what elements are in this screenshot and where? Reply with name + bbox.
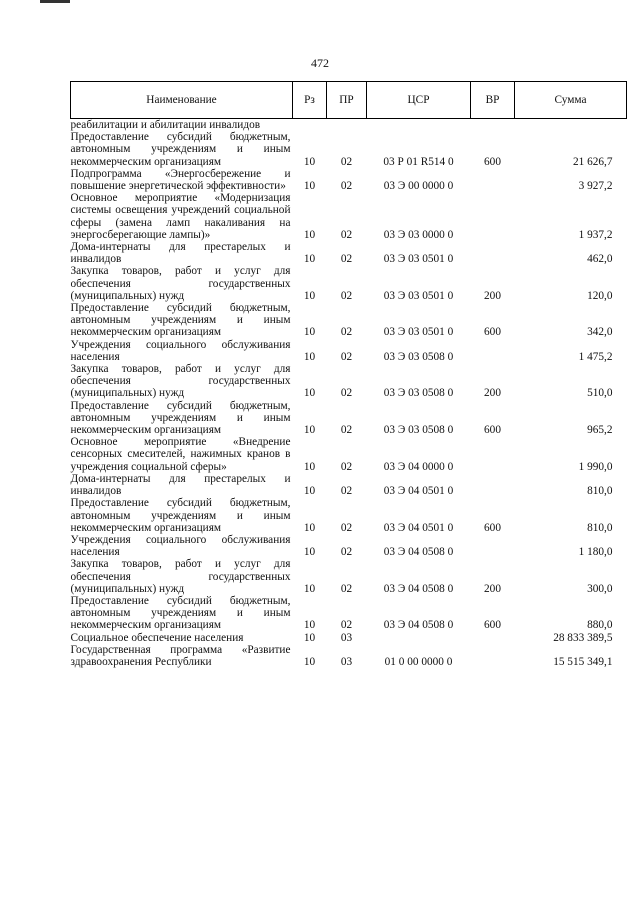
table-row bbox=[71, 131, 627, 168]
table-row bbox=[71, 168, 627, 192]
cell-pr: 02 bbox=[340, 424, 353, 437]
cell-vr: 600 bbox=[484, 619, 501, 632]
cell-name: Основное мероприятие «Внедрение сенсорных смесителей, нажимных кранов в учреждения социальной сферы» bbox=[70, 436, 291, 473]
cell-vr bbox=[471, 192, 515, 241]
cell-csr: 03 Э 03 0508 0 bbox=[383, 350, 454, 363]
cell-rz: 10 bbox=[303, 387, 316, 400]
cell-name: Предоставление субсидий бюджетным, автономным учреждениям и иным некоммерческим организациям bbox=[70, 399, 291, 437]
cell-pr: 02 bbox=[340, 582, 353, 595]
cell-sum: 1 475,2 bbox=[578, 350, 613, 363]
cell-csr: 03 Э 04 0508 0 bbox=[383, 582, 454, 595]
table-row bbox=[71, 339, 627, 363]
cell-csr: 03 Э 04 0501 0 bbox=[383, 485, 454, 498]
cell-sum: 1 937,2 bbox=[578, 228, 613, 241]
header-name: Наименование bbox=[71, 82, 293, 119]
cell-name: Подпрограмма «Энергосбережение и повышение энергетической эффективности» bbox=[70, 167, 291, 193]
cell-vr: 600 bbox=[484, 424, 501, 437]
scan-corner-mark bbox=[40, 0, 70, 3]
cell-name: Учреждения социального обслуживания населения bbox=[70, 533, 291, 559]
page-number: 472 bbox=[311, 56, 329, 70]
table-body bbox=[71, 119, 627, 669]
cell-csr: 03 Р 01 R514 0 bbox=[383, 155, 454, 168]
cell-pr: 02 bbox=[340, 350, 353, 363]
cell-name: Государственная программа «Развитие здравоохранения Республики bbox=[70, 643, 291, 668]
table-row bbox=[71, 302, 627, 339]
cell-sum: 810,0 bbox=[587, 521, 613, 534]
cell-rz: 10 bbox=[303, 546, 316, 559]
cell-vr: 600 bbox=[484, 521, 501, 534]
cell-name: Предоставление субсидий бюджетным, автономным учреждениям и иным некоммерческим организациям bbox=[70, 594, 291, 632]
cell-sum: 300,0 bbox=[587, 582, 613, 595]
cell-pr: 02 bbox=[340, 326, 353, 339]
table-row bbox=[71, 473, 627, 497]
cell-pr: 02 bbox=[340, 521, 353, 534]
cell-csr: 03 Э 03 0000 0 bbox=[383, 228, 454, 241]
cell-csr: 03 Э 04 0000 0 bbox=[383, 460, 454, 473]
header-pr: ПР bbox=[327, 82, 367, 119]
cell-rz: 10 bbox=[303, 619, 316, 632]
cell-name: Закупка товаров, работ и услуг для обеспечения государственных (муниципальных) нужд bbox=[70, 265, 291, 302]
cell-vr bbox=[471, 168, 515, 192]
table-row bbox=[71, 363, 627, 400]
cell-csr: 03 Э 03 0508 0 bbox=[383, 424, 454, 437]
cell-vr: 200 bbox=[484, 387, 501, 400]
cell-rz: 10 bbox=[303, 326, 316, 339]
table-row bbox=[71, 265, 627, 302]
cell-name: реабилитации и абилитации инвалидов bbox=[70, 119, 261, 131]
cell-name: Предоставление субсидий бюджетным, автономным учреждениям и иным некоммерческим организациям bbox=[70, 302, 291, 339]
cell-vr: 200 bbox=[484, 289, 501, 302]
cell-csr bbox=[367, 119, 471, 132]
cell-pr: 02 bbox=[340, 253, 353, 266]
cell-csr: 01 0 00 0000 0 bbox=[384, 655, 453, 668]
cell-vr bbox=[471, 473, 515, 497]
table-row bbox=[71, 595, 627, 632]
cell-vr bbox=[471, 119, 515, 132]
cell-vr: 600 bbox=[484, 326, 501, 339]
cell-sum: 1 180,0 bbox=[578, 546, 613, 559]
table-row bbox=[71, 632, 627, 644]
cell-csr bbox=[367, 632, 471, 644]
cell-pr: 02 bbox=[340, 546, 353, 559]
cell-name: Основное мероприятие «Модернизация системы освещения учреждений социальной сферы (замена ламп накаливания на энергосберегающие лампы)» bbox=[70, 192, 291, 241]
cell-name: Закупка товаров, работ и услуг для обеспечения государственных (муниципальных) нужд bbox=[70, 363, 291, 400]
table-row bbox=[71, 192, 627, 241]
cell-pr bbox=[327, 119, 367, 132]
cell-pr: 03 bbox=[340, 655, 353, 668]
table-row bbox=[71, 558, 627, 595]
header-sum: Сумма bbox=[515, 82, 627, 119]
cell-name: Учреждения социального обслуживания населения bbox=[70, 338, 291, 363]
table-row bbox=[71, 644, 627, 668]
cell-rz bbox=[293, 119, 327, 132]
cell-sum: 810,0 bbox=[587, 485, 613, 498]
table-row bbox=[71, 497, 627, 534]
table-row bbox=[71, 534, 627, 558]
cell-vr bbox=[471, 534, 515, 558]
cell-csr: 03 Э 04 0501 0 bbox=[383, 521, 454, 534]
table-row bbox=[71, 241, 627, 265]
cell-sum: 3 927,2 bbox=[578, 180, 613, 193]
cell-csr: 03 Э 03 0501 0 bbox=[383, 253, 454, 266]
cell-rz: 10 bbox=[303, 155, 316, 168]
cell-name: Дома-интернаты для престарелых и инвалидов bbox=[70, 472, 291, 498]
cell-rz: 10 bbox=[303, 460, 316, 473]
cell-pr: 02 bbox=[340, 619, 353, 632]
cell-sum: 15 515 349,1 bbox=[553, 655, 613, 668]
cell-csr: 03 Э 03 0508 0 bbox=[383, 387, 454, 400]
header-rz: Рз bbox=[293, 82, 327, 119]
cell-rz: 10 bbox=[303, 424, 316, 437]
cell-pr: 02 bbox=[340, 228, 353, 241]
cell-pr: 02 bbox=[340, 180, 353, 193]
cell-csr: 03 Э 04 0508 0 bbox=[383, 619, 454, 632]
cell-name: Дома-интернаты для престарелых и инвалидов bbox=[70, 241, 291, 266]
cell-pr: 02 bbox=[340, 289, 353, 302]
cell-sum: 120,0 bbox=[587, 289, 613, 302]
cell-pr: 03 bbox=[340, 631, 353, 644]
cell-sum: 1 990,0 bbox=[578, 460, 613, 473]
cell-sum: 21 626,7 bbox=[572, 155, 613, 168]
cell-csr: 03 Э 03 0501 0 bbox=[383, 289, 454, 302]
cell-sum: 342,0 bbox=[587, 326, 613, 339]
table-row bbox=[71, 436, 627, 473]
cell-vr: 200 bbox=[484, 582, 501, 595]
cell-name: Закупка товаров, работ и услуг для обеспечения государственных (муниципальных) нужд bbox=[70, 558, 291, 595]
cell-pr: 02 bbox=[340, 155, 353, 168]
cell-name: Предоставление субсидий бюджетным, автономным учреждениям и иным некоммерческим организациям bbox=[70, 497, 291, 534]
cell-rz: 10 bbox=[303, 228, 316, 241]
cell-rz: 10 bbox=[303, 485, 316, 498]
cell-rz: 10 bbox=[303, 521, 316, 534]
cell-sum: 28 833 389,5 bbox=[553, 631, 613, 644]
cell-sum: 965,2 bbox=[587, 424, 613, 437]
cell-rz: 10 bbox=[303, 253, 316, 266]
cell-vr bbox=[471, 339, 515, 363]
table-header bbox=[71, 82, 627, 119]
cell-vr: 600 bbox=[484, 155, 501, 168]
cell-csr: 03 Э 04 0508 0 bbox=[383, 546, 454, 559]
cell-vr bbox=[471, 241, 515, 265]
cell-sum: 510,0 bbox=[587, 387, 613, 400]
cell-sum: 880,0 bbox=[587, 619, 613, 632]
cell-rz: 10 bbox=[303, 655, 316, 668]
table-row bbox=[71, 119, 627, 132]
cell-sum: 462,0 bbox=[587, 253, 613, 266]
cell-pr: 02 bbox=[340, 485, 353, 498]
cell-rz: 10 bbox=[303, 631, 316, 644]
cell-rz: 10 bbox=[303, 582, 316, 595]
cell-vr bbox=[471, 436, 515, 473]
cell-name: Предоставление субсидий бюджетным, автономным учреждениям и иным некоммерческим организациям bbox=[70, 131, 291, 168]
cell-pr: 02 bbox=[340, 460, 353, 473]
cell-name: Социальное обеспечение населения bbox=[70, 631, 244, 644]
cell-pr: 02 bbox=[340, 387, 353, 400]
header-vr: ВР bbox=[471, 82, 515, 119]
cell-csr: 03 Э 00 0000 0 bbox=[383, 180, 454, 193]
cell-rz: 10 bbox=[303, 180, 316, 193]
cell-vr bbox=[471, 632, 515, 644]
table-row bbox=[71, 400, 627, 437]
cell-csr: 03 Э 03 0501 0 bbox=[383, 326, 454, 339]
header-csr: ЦСР bbox=[367, 82, 471, 119]
cell-sum bbox=[515, 119, 627, 132]
cell-vr bbox=[471, 644, 515, 668]
budget-table bbox=[70, 81, 627, 668]
cell-rz: 10 bbox=[303, 350, 316, 363]
cell-rz: 10 bbox=[303, 289, 316, 302]
